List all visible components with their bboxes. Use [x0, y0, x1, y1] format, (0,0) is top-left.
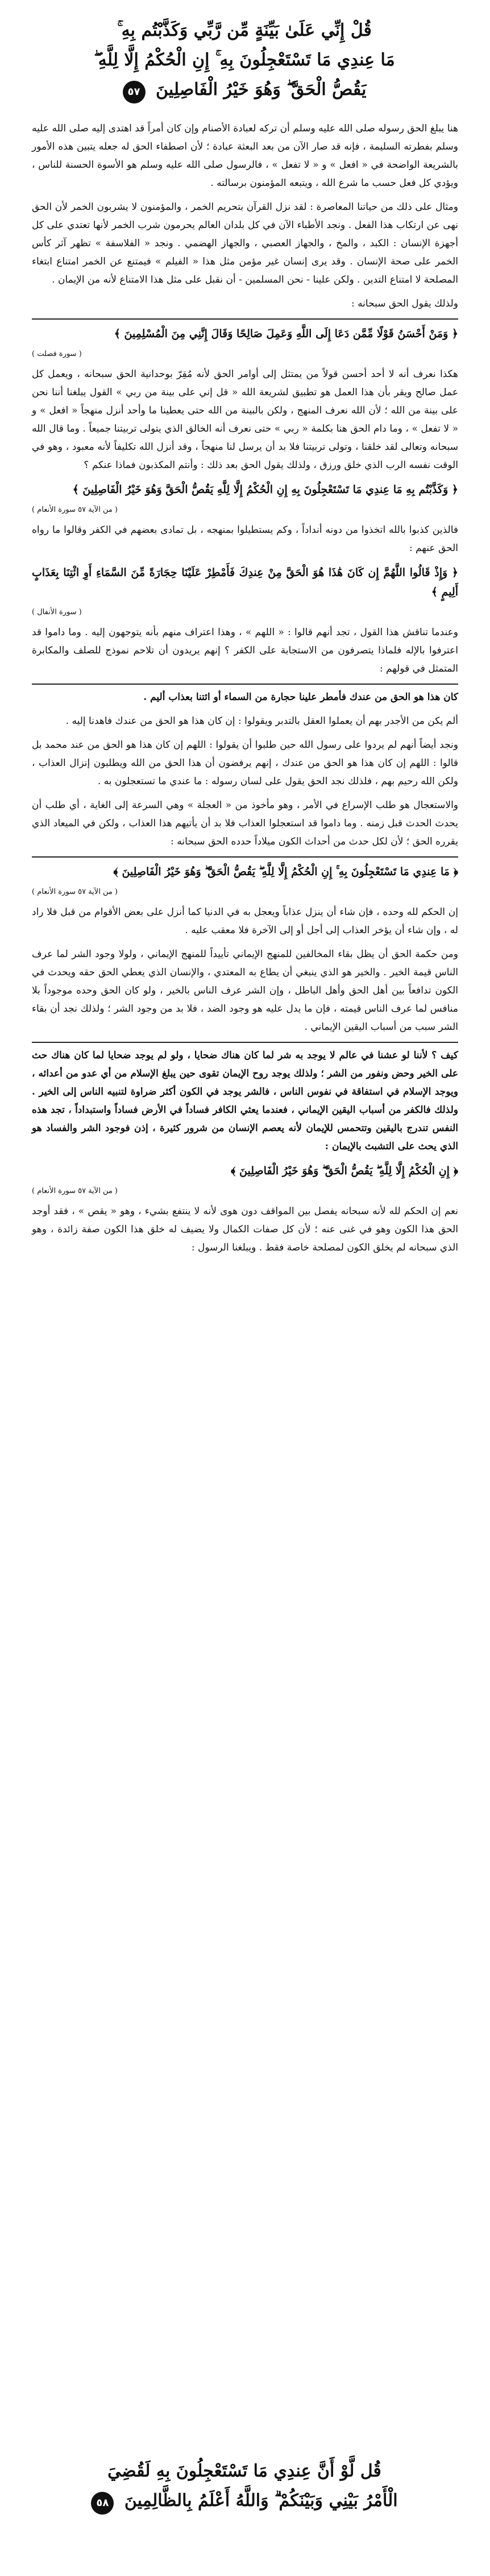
paragraph: ولذلك يقول الحق سبحانه :	[351, 298, 458, 309]
footer-verse-line-2-text: الْأَمْرُ بَيْنِي وَبَيْنَكُمْ ۗ وَاللَّهُ أَعْلَمُ بِالظَّالِمِينَ	[124, 2491, 398, 2511]
header-verse-line-3-text: يَقُصُّ الْحَقَّ ۖ وَهُوَ خَيْرُ الْفَاصِلِينَ	[155, 80, 367, 100]
quote-reference: ( من الآية ٥٧ سورة الأنعام )	[32, 506, 118, 514]
page-body	[32, 119, 458, 1262]
footer-verse-line-2	[68, 2486, 421, 2516]
paragraph: إن الحكم لله وحده ، فإن شاء أن ينزل عذاباً ويعجل به في الدنيا كما أنزل على بعض الأقوام من قبل فلا راد له ، وإن شاء أن يؤخر العذاب إلى أجل أو إلى الآخرة فلا معقب عليه .	[32, 906, 458, 936]
paragraph: ومن حكمة الحق أن يظل بقاء المخالفين للمنهج الإيماني تأييداً للمنهج الإيماني ، ولولا وجود الشر لما عرف الناس قيمة الخير . والخير هو الذي ينبغي أن يطاع به المعتدي ، والإنسان الذي يعطي الحق حقه ويحدث في الكون تدافعاً بين أهل الحق وأهل الباطل ، وإن الشر عرف الناس بالخير ، ولو كان الحق وحده موجوداً بلا منافس لما عرف الناس قيمته ، فإن ما يدل عليه هو وجود الضد ، فلا بد من وجود الشر ؛ ولذلك نجد أن بقاء الشر سبب من أسباب اليقين الإيماني .	[32, 949, 458, 1033]
paragraph: ومثال على ذلك من حياتنا المعاصرة : لقد نزل القرآن بتحريم الخمر ، والمؤمنون لا يشربون الخمر لأن الحق نهى عن ارتكاب هذا الفعل . ونجد الأطباء الآن في كل بلدان العالم يحرمون شرب الخمر لأنها تعتدي على كل أجهزة الإنسان : الكبد ، والمخ ، والجهاز العصبي ، والجهاز الهضمي . ونجد « الفلاسفة » تظهر آثر كأس الخمر على صحة الإنسان . وقد يرى إنسان غير مؤمن مثل هذا « الفيلم » فيمتنع عن الخمر امتناع ابتغاء المصلحة لا امتناع التدين . ولكن علينا - نحن المسلمين - أن نقبل على مثل هذا الامتناع لأنه من الإيمان .	[32, 201, 458, 285]
paragraph: هنا يبلغ الحق رسوله صلى الله عليه وسلم أن تركه لعبادة الأصنام وإن كان أمراً قد اهتدى إليه صلى الله عليه وسلم بفطرته السليمة ، فإنه قد صار الآن من بعد البعثة عبادة ؛ لأن اصطفاء الحق له جعله يتبين هذه الأمور بالشريعة الواضحة في « افعل » و « لا تفعل » ، فالرسول صلى الله عليه وسلم هو الأسوة الحسنة للناس ، ويؤدي كل فعل حسب ما شرع الله ، ويتبعه المؤمنون برسالته .	[32, 123, 458, 189]
quran-quote: ﴿ مَا عِندِي مَا تَسْتَعْجِلُونَ بِهِ ۚ إِنِ الْحُكْمُ إِلَّا لِلَّهِ ۖ يَقُصُّ الْحَقَّ ۖ وَهُوَ خَيْرُ الْفَاصِلِينَ ﴾	[113, 865, 458, 878]
paragraph: نعم إن الحكم لله لأنه سبحانه يفصل بين المواقف دون هوى لأنه لا ينتفع بشيء ، وهو « يقص » ، فقد أوجد الحق هذا الكون وهو في غنى عنه ؛ لأن كل صفات الكمال ولا يضيف له خلق هذا الكون صفة زائدة ، وهو الذي سبحانه لم يخلق الكون لمصلحة خاصة فقط . ويبلغنا الرسول :	[32, 1206, 458, 1253]
divider	[32, 1042, 458, 1043]
quran-quote: ﴿ وَإِذْ قَالُوا اللَّهُمَّ إِن كَانَ هَٰذَا هُوَ الْحَقَّ مِنْ عِندِكَ فَأَمْطِرْ عَلَيْنَا حِجَارَةً مِّنَ السَّمَاءِ أَوِ ائْتِنَا بِعَذَابٍ أَلِيمٍ ﴾	[32, 566, 458, 598]
paragraph: ونجد أيضاً أنهم لم يردوا على رسول الله حين طلبوا أن يقولوا : اللهم إن كان هذا هو الحق من عند محمد بل قالوا : اللهم إن كان هذا هو الحق من عندك ، إنهم يرفضون أن هذا الحق من الله ويطلبون إنزال العذاب ، ولكن الله رحيم بهم ، فلذلك نجد الحق يقول على لسان رسوله : ما عندي ما تستعجلون به .	[32, 739, 458, 787]
paragraph: فالذين كذبوا بالله اتخذوا من دونه أنداداً ، وكم يستطيلوا بمنهجه ، بل تمادى بعضهم في الكفر وقالوا ما رواه الحق عنهم :	[32, 524, 458, 554]
paragraph: هكذا نعرف أنه لا أحد أحسن قولاً من يمتثل إلى أوامر الحق لأنه مُقِرّ بوحدانية الحق سبحانه ، ويعمل كل عمل صالح ويقر بأن هذا العمل هو تطبيق لشريعة الله « قل إني على بينة من ربي » القول يبلغنا أننا نحن على بينة من الله ؛ لأن الله نعرف المنهج ، ولكن بالبينة من الله حتى يعطينا ما وأحد أنزل منهجاً « افعل » و « لا تفعل » ، وما دام الحق هنا بكلمة « ربي » حتى نعرف أنه الخالق الذي يتولى تربيتنا جميعاً . وما قال الله سبحانه وتعالى لقد خلقنا ، وتولى تربيتنا فلا بد أن يرسل لنا منهجاً ، وقد أنزل الله تكليفاً لأنه معبود ، وهو في الوقت نفسه الرب الذي خلق ورزق ، ولذلك يقول الحق بعد ذلك : وأنتم المكذبون فماذا عنكم ؟	[32, 368, 458, 471]
quote-reference: ( سورة فصلت )	[32, 350, 82, 358]
verse-number-badge: ٥٨	[91, 2492, 114, 2515]
quran-quote: ﴿ وَكَذَّبْتُم بِهِ مَا عِندِي مَا تَسْتَعْجِلُونَ بِهِ إِنِ الْحُكْمُ إِلَّا لِلَّهِ يَقُصُّ الْحَقَّ وَهُوَ خَيْرُ الْفَاصِلِينَ ﴾	[72, 483, 458, 496]
paragraph: والاستعجال هو طلب الإسراع في الأمر ، وهو مأخوذ من « العجلة » وهي السرعة إلى الغاية ، أي طلب أن يحدث الحدث قبل زمنه . وما داموا قد استعجلوا العذاب فلا بد أن يأتيهم هذا العذاب ، ولكن في الميعاد الذي يقرره الحق ؛ لأن لكل حدث من أحداث الكون ميلاداً حدده الحق سبحانه :	[32, 800, 458, 847]
paragraph: وعندما تناقش هذا القول ، تجد أنهم قالوا : « اللهم » ، وهذا اعتراف منهم بأنه يتوجهون إليه . وما داموا قد اعترفوا بالإله فلماذا يتصرفون من الاستجابة على الكفر ؟ إنهم يريدون أن تلاحم نموذج للصلف والمكابرة المتمثل في قولهم :	[32, 627, 458, 674]
divider	[32, 856, 458, 858]
footer-verse	[68, 2457, 421, 2516]
header-verse-line-3	[68, 75, 421, 105]
header-verse-line-2: مَا عِندِي مَا تَسْتَعْجِلُونَ بِهِ ۚ إِنِ الْحُكْمُ إِلَّا لِلَّهِ ۖ	[94, 50, 395, 70]
quran-quote: ﴿ إِنِ الْحُكْمُ إِلَّا لِلَّهِ ۖ يَقُصُّ الْحَقَّ ۖ وَهُوَ خَيْرُ الْفَاصِلِينَ ﴾	[231, 1165, 458, 1177]
header-verse	[68, 16, 421, 105]
quote-reference: ( سورة الأنفال )	[32, 608, 82, 616]
quote-reference: ( من الآية ٥٧ سورة الأنعام )	[32, 888, 118, 896]
paragraph: كيف ؟ لأننا لو عشنا في عالم لا يوجد به شر لما كان هناك ضحايا ، ولو لم يوجد ضحايا لما كان هناك حث على الخير وحض ونفور من الشر ؛ ولذلك يوجد روح الإيمان تقوى حين يبلغ الإسلام من أي عدو من أعدائه ، ويوجد الإسلام في استفاقة في نفوس الناس ، فالشر يوجد في الكون أكثر ضراوة لتنبيه الناس إلى الخير . ولذلك فالكفر من أسباب اليقين الإيماني ، فعندما يعثي الكافر فساداً في الأرض فساداً واستبداداً ، تجد هذه النفس تندرج باليقين وتتحمس للإيمان لأنه يعصم الإنسان من شرور كثيرة ، إذن فوجود الشر والفساد هو الذي يحث على التشبث بالإيمان :	[32, 1050, 458, 1152]
verse-number-badge: ٥٧	[123, 81, 146, 103]
divider	[32, 684, 458, 685]
quote-reference: ( من الآية ٥٧ سورة الأنعام )	[32, 1187, 118, 1195]
quran-quote: ﴿ وَمَنْ أَحْسَنُ قَوْلًا مِّمَّن دَعَا إِلَى اللَّهِ وَعَمِلَ صَالِحًا وَقَالَ إِنَّنِي مِنَ الْمُسْلِمِينَ ﴾	[114, 328, 458, 340]
divider	[32, 318, 458, 320]
footer-verse-line-1: قُل لَّوْ أَنَّ عِندِي مَا تَسْتَعْجِلُونَ بِهِ لَقُضِيَ	[107, 2461, 381, 2481]
paragraph: ألم يكن من الأجدر بهم أن يعملوا العقل بالتدبر ويقولوا : إن كان هذا هو الحق من عندك فاهدنا إليه .	[65, 715, 458, 727]
paragraph: كان هذا هو الحق من عندك فأمطر علينا حجارة من السماء أو ائتنا بعذاب أليم .	[143, 691, 458, 703]
header-verse-line-1: قُلْ إِنِّي عَلَىٰ بَيِّنَةٍ مِّن رَّبِّي وَكَذَّبْتُم بِهِ ۚ	[117, 20, 372, 40]
